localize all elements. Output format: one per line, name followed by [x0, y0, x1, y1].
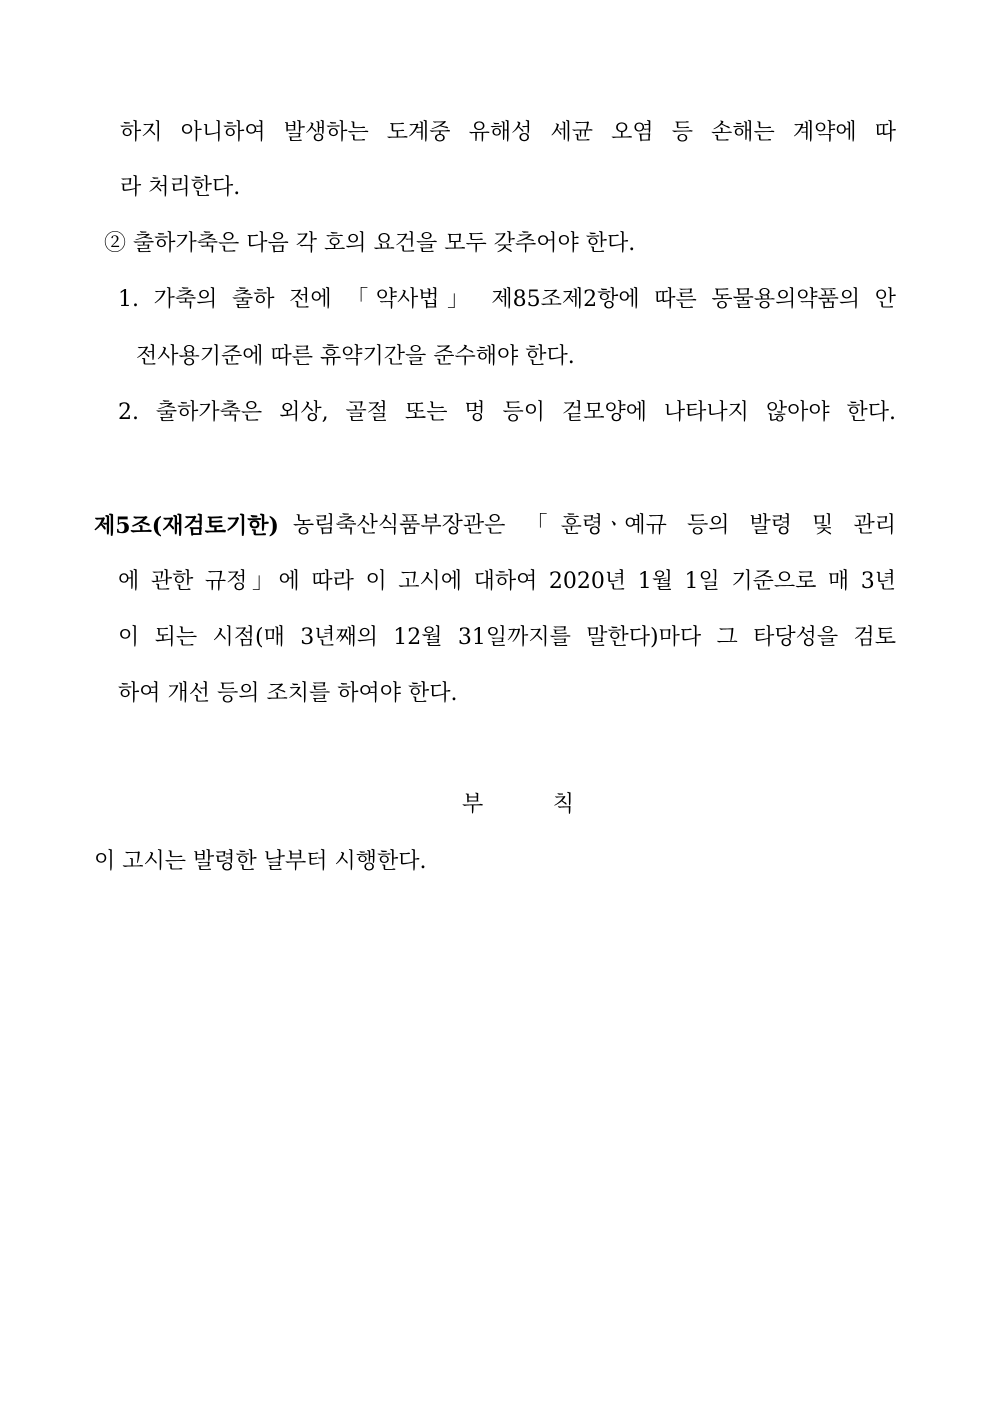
item-1-line-1: 1. 가축의 출하 전에 「약사법」 제85조제2항에 따른 동물용의약품의 안 — [118, 287, 896, 312]
article-5-line-2: 에 관한 규정」에 따라 이 고시에 대하여 2020년 1월 1일 기준으로 매 3년 — [118, 569, 896, 594]
article-5-line-3: 이 되는 시점(매 3년째의 12월 31일까지를 말한다)마다 그 타당성을 검토 — [118, 625, 896, 650]
article-5-line-1 — [94, 511, 896, 541]
supplementary-heading-char-1: 부 — [462, 792, 484, 817]
article-5-title: 제5조(재검토기한) — [94, 513, 279, 539]
supplementary-heading — [462, 790, 574, 820]
article-5-line-1-text: 농림축산식품부장관은 「훈령ㆍ예규 등의 발령 및 관리 — [292, 513, 896, 538]
item-1-line-2: 전사용기준에 따른 휴약기간을 준수해야 한다. — [136, 344, 575, 369]
article-5-line-4: 하여 개선 등의 조치를 하여야 한다. — [118, 681, 458, 706]
supplementary-heading-char-2: 칙 — [552, 792, 574, 817]
continuation-line-2: 라 처리한다. — [120, 175, 241, 200]
item-2-line-1: 2. 출하가축은 외상, 골절 또는 멍 등이 겉모양에 나타나지 않아야 한다. — [118, 400, 896, 425]
paragraph-2: ② 출하가축은 다음 각 호의 요건을 모두 갖추어야 한다. — [104, 231, 636, 256]
continuation-line-1: 하지 아니하여 발생하는 도계중 유해성 세균 오염 등 손해는 계약에 따 — [120, 120, 896, 145]
supplementary-text: 이 고시는 발령한 날부터 시행한다. — [94, 849, 427, 874]
